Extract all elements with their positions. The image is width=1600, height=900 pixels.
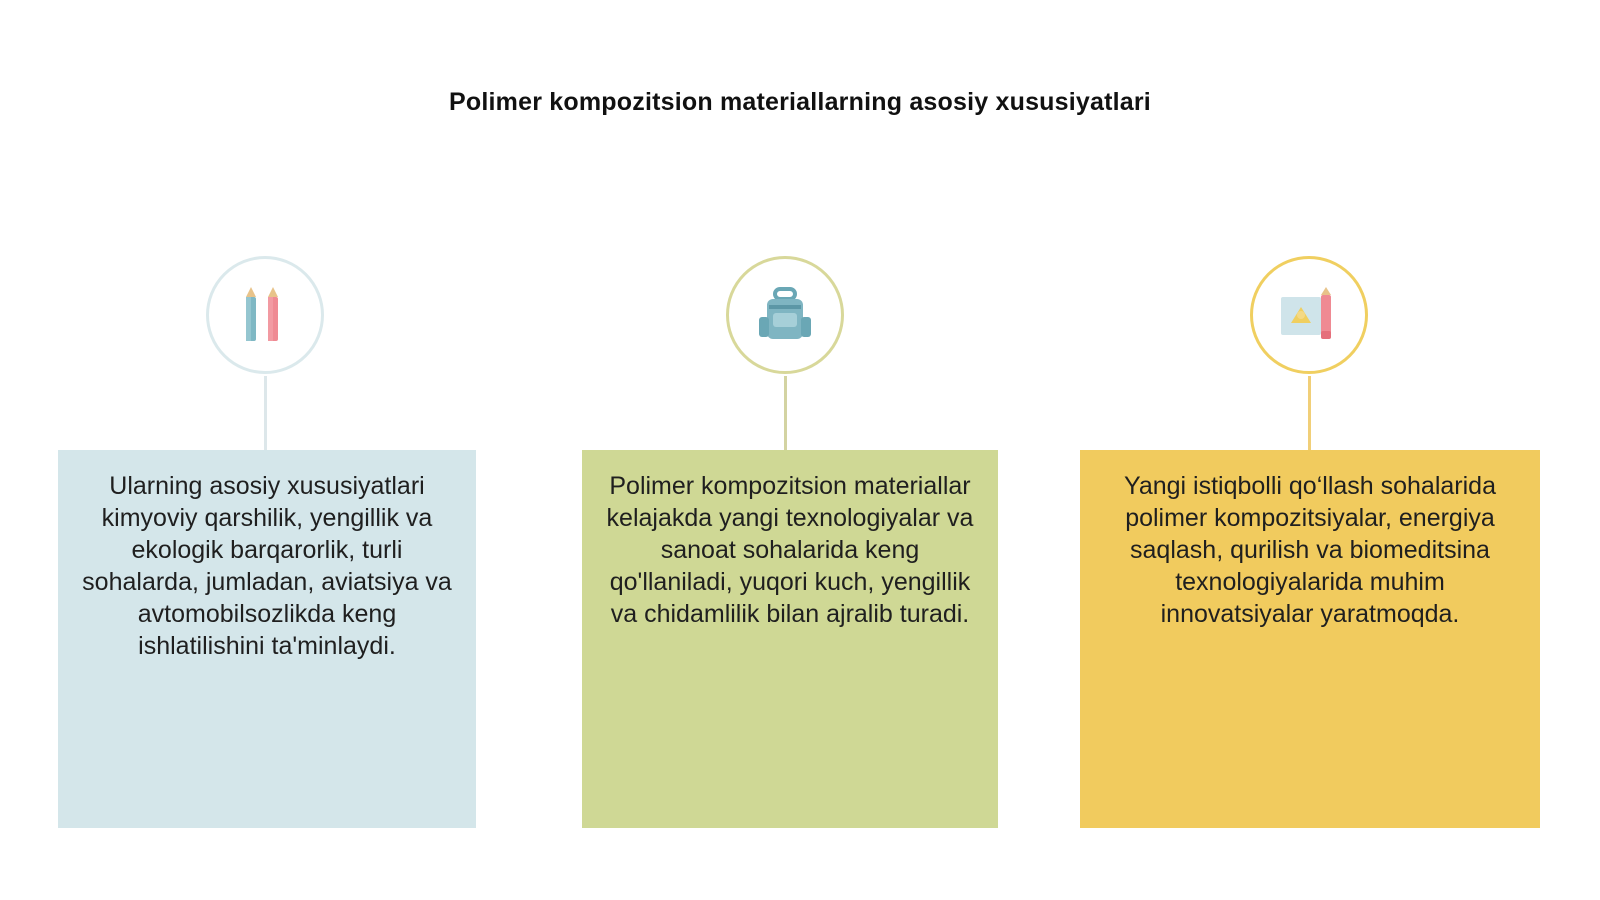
feature-card-1 bbox=[58, 450, 476, 828]
drawing-board-icon bbox=[1277, 285, 1341, 345]
connector-line-1 bbox=[264, 376, 267, 450]
feature-text-1: Ularning asosiy xususiyatlari kimyoviy qarshilik, yengillik va ekologik barqarorlik, turli sohalarda, jumladan, aviatsiya va avtomobilsozlikda keng ishlatilishini ta'minlaydi. bbox=[82, 472, 452, 660]
pencils-icon bbox=[240, 285, 290, 345]
icon-circle-3 bbox=[1250, 256, 1368, 374]
backpack-icon bbox=[755, 285, 815, 345]
feature-card-3 bbox=[1080, 450, 1540, 828]
connector-line-2 bbox=[784, 376, 787, 450]
icon-circle-2 bbox=[726, 256, 844, 374]
icon-circle-1 bbox=[206, 256, 324, 374]
feature-text-3: Yangi istiqbolli qo‘llash sohalarida polimer kompozitsiyalar, energiya saqlash, qurilish va biomeditsina texnologiyalarida muhim innovatsiyalar yaratmoqda. bbox=[1124, 472, 1496, 628]
connector-line-3 bbox=[1308, 376, 1311, 450]
feature-card-2 bbox=[582, 450, 998, 828]
feature-text-2: Polimer kompozitsion materiallar kelajakda yangi texnologiyalar va sanoat sohalarida keng qo'llaniladi, yuqori kuch, yengillik va chidamlilik bilan ajralib turadi. bbox=[606, 472, 974, 628]
diagram-title: Polimer kompozitsion materiallarning asosiy xususiyatlari bbox=[449, 88, 1151, 116]
